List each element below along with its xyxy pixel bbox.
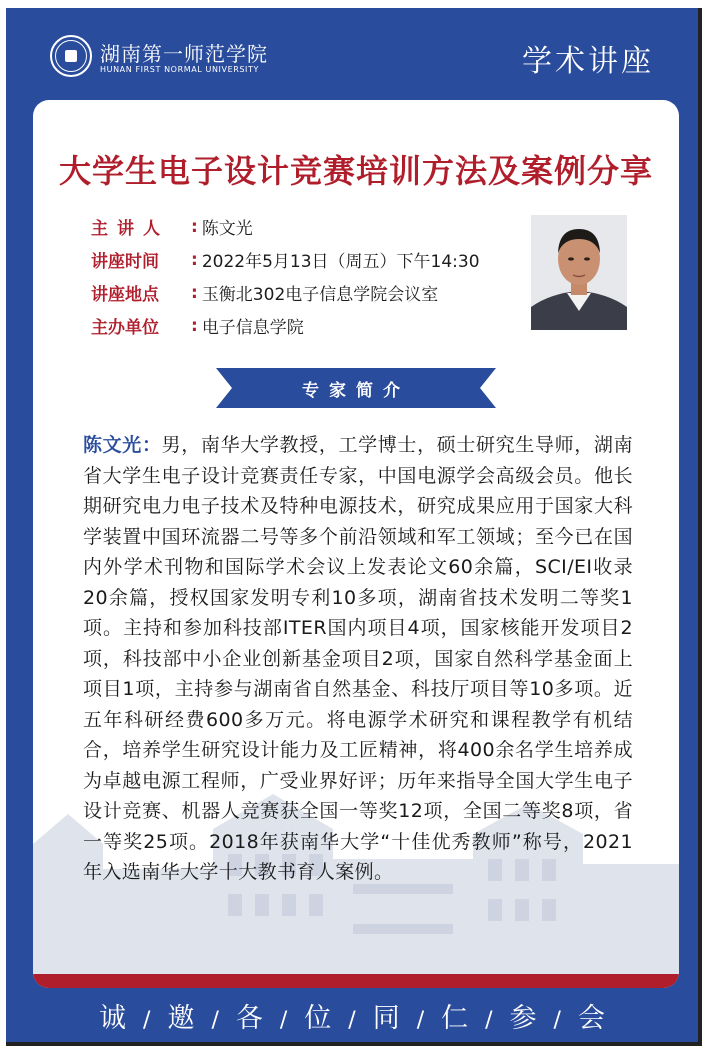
speaker-label: 主讲人: [91, 219, 169, 239]
footer-char: 同: [372, 1003, 400, 1034]
portrait-icon: [531, 215, 627, 330]
place-value: 玉衡北302电子信息学院会议室: [201, 285, 439, 305]
footer-char: 会: [577, 1003, 605, 1034]
time-label: 讲座时间: [91, 252, 159, 272]
lecture-title: 大学生电子设计竞赛培训方法及案例分享: [58, 152, 653, 190]
bio-text: 男，南华大学教授，工学博士，硕士研究生导师，湖南省大学生电子设计竞赛责任专家，中国电源学会高级会员。他长期研究电力电子技术及特种电源技术，研究成果应用于国家大科学装置中国环流器二号等多个前沿领域和军工领域；至今已在国内外学术刊物和国际学术会议上发表论文60余篇，SCI/EI收录20余篇，授权国家发明专利10多项，湖南省技术发明二等奖1项。主持和参加科技部ITER国内项目4项，国家核能开发项目2项，科技部中小企业创新基金项目2项，国家自然科学基金面上项目1项，主持参与湖南省自然基金、科技厅项目等10多项。近五年科研经费600多万元。将电源学术研究和课程教学有机结合，培养学生研究设计能力及工匠精神，将400余名学生培养成为卓越电源工程师，广受业界好评；历年来指导全国大学生电子设计竞赛、机器人竞赛获全国一等奖12项，全国二等奖8项，省一等奖25项。2018年获南华大学“十佳优秀教师”称号，2021年入选南华大学十大教书育人案例。: [83, 434, 633, 883]
event-type-tag: 学术讲座: [522, 44, 654, 79]
footer-char: 各: [235, 1003, 263, 1034]
speaker-row: 主讲人 : 陈文光: [91, 210, 480, 243]
footer-char: 位: [304, 1003, 332, 1034]
place-row: 讲座地点 : 玉衡北302电子信息学院会议室: [91, 276, 480, 309]
place-label: 讲座地点: [91, 285, 159, 305]
university-name: 湖南第一师范学院: [100, 42, 268, 66]
footer-char: 诚: [99, 1003, 127, 1034]
card-bottom-bar: [33, 974, 679, 988]
footer-char: 仁: [441, 1003, 469, 1034]
footer-char: 邀: [167, 1003, 195, 1034]
lecture-info: [91, 210, 480, 342]
section-heading: 专家简介: [302, 380, 410, 401]
university-name-english: HUNAN FIRST NORMAL UNIVERSITY: [100, 65, 259, 74]
bio-speaker-name: 陈文光：: [83, 434, 162, 456]
speaker-value: 陈文光: [201, 219, 253, 239]
time-row: 讲座时间 : 2022年5月13日（周五）下午14:30: [91, 243, 480, 276]
poster: [6, 8, 702, 1046]
invitation-footer: 诚 / 邀 / 各 / 位 / 同 / 仁 / 参 / 会: [6, 996, 698, 1035]
content-card: [33, 100, 679, 988]
host-label: 主办单位: [91, 318, 159, 338]
time-value: 2022年5月13日（周五）下午14:30: [201, 252, 480, 272]
host-value: 电子信息学院: [201, 318, 304, 338]
speaker-biography: [83, 430, 633, 888]
footer-char: 参: [509, 1003, 537, 1034]
speaker-photo: [531, 215, 627, 330]
university-seal-icon: [50, 35, 92, 77]
section-banner: [216, 368, 496, 408]
host-row: 主办单位 : 电子信息学院: [91, 309, 480, 342]
